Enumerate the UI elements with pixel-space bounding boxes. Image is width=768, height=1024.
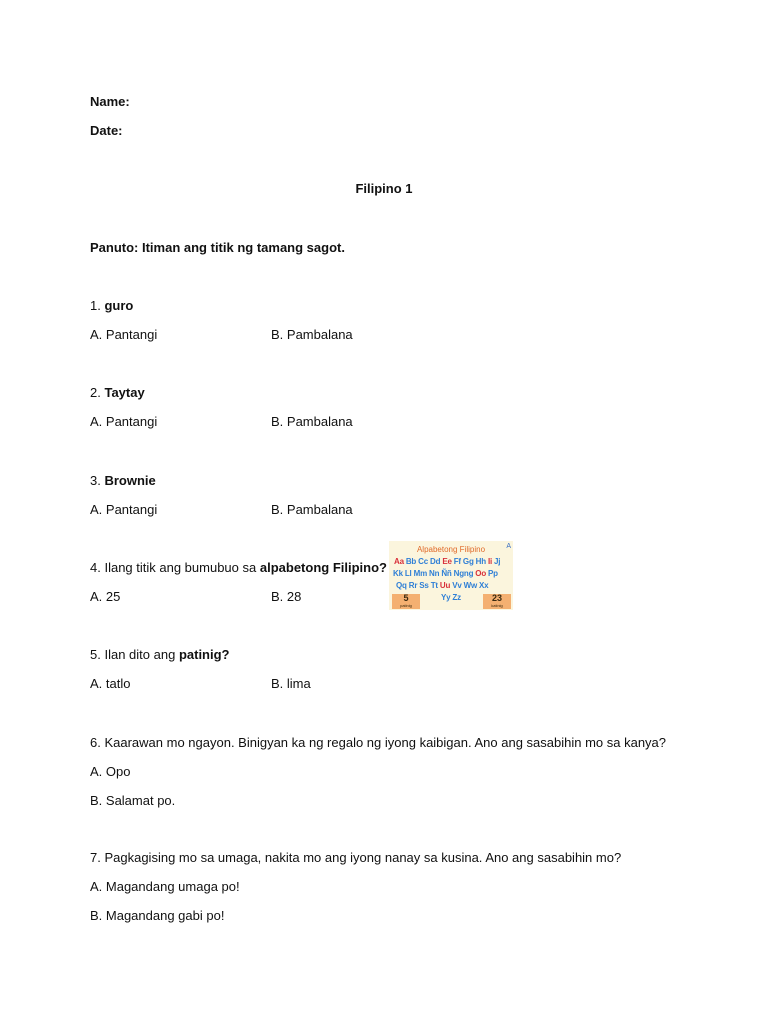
alphabet-letter: Jj <box>494 557 501 566</box>
vowel-label: patinig <box>400 603 412 608</box>
alphabet-letter: Mm <box>413 569 427 578</box>
alphabet-letter: Ee <box>442 557 452 566</box>
choice-a[interactable]: A. 25 <box>90 589 121 604</box>
vowel-count-box <box>392 594 420 609</box>
alphabet-letter: Zz <box>452 593 461 602</box>
question-text: Ilang titik ang bumubuo sa <box>104 560 257 575</box>
alphabet-letter: Qq <box>396 581 407 590</box>
alphabet-letter: Dd <box>430 557 441 566</box>
choice-a[interactable]: A. tatlo <box>90 676 131 691</box>
alphabet-chart-image <box>389 541 513 610</box>
question-number: 7. <box>90 850 101 865</box>
alphabet-letter: Kk <box>393 569 403 578</box>
choice-b[interactable]: B. lima <box>271 676 311 691</box>
question-1 <box>90 298 133 314</box>
alphabet-letter: Aa <box>394 557 404 566</box>
question-text: Pagkagising mo sa umaga, nakita mo ang iyong nanay sa kusina. Ano ang sasabihin mo? <box>104 850 622 865</box>
alphabet-letter: Uu <box>439 581 451 590</box>
choice-b[interactable]: B. Pambalana <box>271 414 353 429</box>
alphabet-chart-title: Alpabetong Filipino <box>416 545 486 554</box>
choice-a[interactable]: A. Pantangi <box>90 327 158 342</box>
question-number: 6. <box>90 735 101 750</box>
alphabet-letter: Hh <box>475 557 486 566</box>
choice-b[interactable]: B. Pambalana <box>271 327 353 342</box>
choice-b[interactable]: B. Magandang gabi po! <box>90 908 225 923</box>
choice-a[interactable]: A. Pantangi <box>90 502 158 517</box>
question-number: 1. <box>90 298 101 313</box>
alphabet-letter: Nn <box>429 569 440 578</box>
date-label: Date: <box>90 123 123 138</box>
alphabet-letter: Ww <box>463 581 477 590</box>
alphabet-row-3 <box>396 581 488 590</box>
alphabet-row-1 <box>394 557 500 566</box>
question-text: Kaarawan mo ngayon. Binigyan ka ng regalo ng iyong kaibigan. Ano ang sasabihin mo sa kanya? <box>104 735 667 750</box>
alphabet-letter: Yy <box>441 593 451 602</box>
alphabet-letter: Gg <box>462 557 474 566</box>
question-keyword: Brownie <box>104 473 156 488</box>
alphabet-letter: Vv <box>452 581 462 590</box>
alphabet-letter: Rr <box>408 581 418 590</box>
alphabet-letter: Bb <box>405 557 417 566</box>
consonant-label: katinig <box>491 603 503 608</box>
alphabet-letter: Oo <box>475 569 487 578</box>
choice-a[interactable]: A. Magandang umaga po! <box>90 879 240 894</box>
alphabet-letter: Pp <box>488 569 498 578</box>
alphabet-letter: Tt <box>430 581 438 590</box>
question-number: 3. <box>90 473 101 488</box>
question-5 <box>90 647 229 663</box>
question-2 <box>90 385 145 401</box>
alphabet-letter: Ff <box>453 557 461 566</box>
corner-mark: A <box>506 543 511 550</box>
question-keyword: Taytay <box>104 385 145 400</box>
alphabet-letter: Ii <box>487 557 493 566</box>
consonant-count: 23 <box>491 593 502 603</box>
choice-b[interactable]: B. Salamat po. <box>90 793 176 808</box>
choice-a[interactable]: A. Opo <box>90 764 131 779</box>
alphabet-letter: Ññ <box>441 569 452 578</box>
question-keyword: guro <box>104 298 134 313</box>
question-keyword: alpabetong Filipino? <box>259 560 387 575</box>
alphabet-letter: Cc <box>418 557 428 566</box>
question-4 <box>90 560 387 576</box>
choice-b[interactable]: B. 28 <box>271 589 302 604</box>
question-number: 4. <box>90 560 101 575</box>
question-3 <box>90 473 156 489</box>
consonant-count-box <box>483 594 511 609</box>
alphabet-letter: Ngng <box>453 569 474 578</box>
alphabet-row-4 <box>441 593 461 602</box>
instructions: Panuto: Itiman ang titik ng tamang sagot. <box>90 240 345 255</box>
choice-a[interactable]: A. Pantangi <box>90 414 158 429</box>
question-text: Ilan dito ang <box>104 647 176 662</box>
question-number: 2. <box>90 385 101 400</box>
page-title: Filipino 1 <box>355 181 413 196</box>
alphabet-letter: Xx <box>479 581 489 590</box>
name-label: Name: <box>90 94 130 109</box>
choice-b[interactable]: B. Pambalana <box>271 502 353 517</box>
question-7 <box>90 850 621 866</box>
alphabet-row-2 <box>393 569 498 578</box>
alphabet-letter: Ll <box>404 569 412 578</box>
question-keyword: patinig? <box>178 647 230 662</box>
vowel-count: 5 <box>403 593 409 603</box>
question-6 <box>90 735 666 751</box>
question-number: 5. <box>90 647 101 662</box>
alphabet-letter: Ss <box>419 581 429 590</box>
